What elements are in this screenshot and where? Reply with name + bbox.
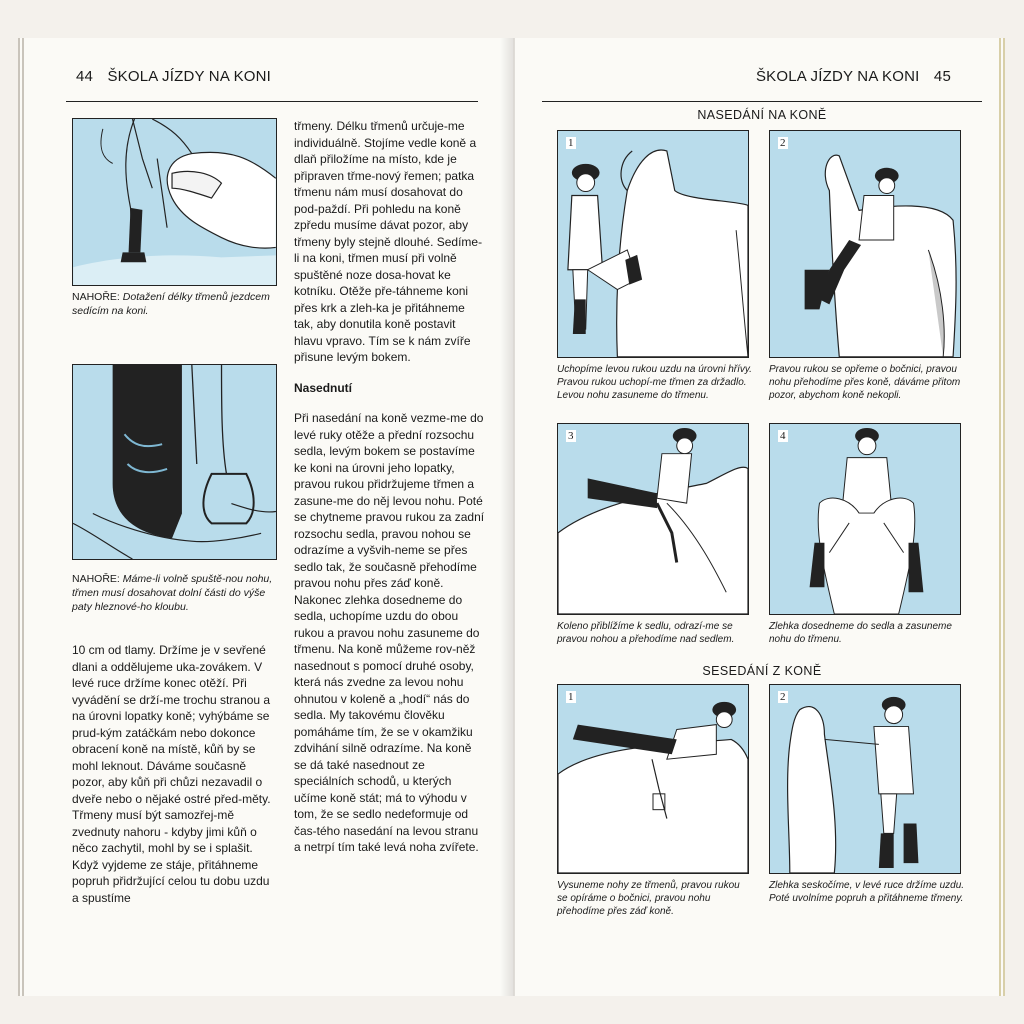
caption-mount-step-2: Pravou rukou se opřeme o bočnici, pravou nohu přehodíme přes koně, dáváme přitom pozor, abychom koně nekopli. bbox=[769, 364, 961, 401]
step-number: 2 bbox=[780, 137, 786, 149]
section-title-dismount: SESEDÁNÍ Z KONĚ bbox=[702, 664, 822, 678]
caption-mount-step-3: Koleno přiblížíme k sedlu, odrazí-me se pravou nohou a přehodíme nad sedlem. bbox=[557, 621, 735, 645]
caption-text: Máme-li volně spuště-nou nohu, třmen musí dosahovat dolní části do výše paty hleznové-ho kloubu. bbox=[72, 573, 273, 613]
mount-step-1-drawing bbox=[558, 131, 748, 357]
illustration-dismount-step-2 bbox=[769, 684, 961, 874]
step-number: 1 bbox=[568, 137, 574, 149]
illustration-mount-step-1 bbox=[557, 130, 749, 358]
dismount-step-2-drawing bbox=[770, 685, 960, 873]
running-title-left: ŠKOLA JÍZDY NA KONI bbox=[107, 68, 272, 85]
mount-step-3-drawing bbox=[558, 424, 748, 614]
page-number-left: 44 bbox=[76, 68, 94, 85]
caption-text: Dotažení délky třmenů jezdcem sedícím na koni. bbox=[72, 291, 270, 317]
dismount-step-1-drawing bbox=[558, 685, 748, 873]
illustration-dismount-step-1 bbox=[557, 684, 749, 874]
step-number: 1 bbox=[568, 691, 574, 703]
paragraph-stirrups: třmeny. Délku třmenů určuje-me individuálně. Stojíme vedle koně a dlaň přiložíme na místo, kde je připraven třme-nový řemen; patka třmenu nám musí dosahovat do pod-paždí. Při pohledu na koně zpředu musíme dávat pozor, aby třmeny byly stejně dlouhé. Sedíme-li na koni, třmen musí při volně spuštěné noze dosa-hovat ke kotníku. Otěže pře-táhneme koni přes krk a zleh-ka je přitáhneme tak, aby donutila koně postavit hlavu vpravo. Tím se k nám zvíře přisune levým bokem. bbox=[294, 119, 483, 364]
caption-mount-step-1: Uchopíme levou rukou uzdu na úrovni hřívy. Pravou rukou uchopí-me třmen za držadlo. Levou nohu zasuneme do třmenu. bbox=[557, 364, 752, 401]
caption-label: NAHOŘE: bbox=[72, 573, 120, 585]
step-number: 4 bbox=[780, 430, 786, 442]
mount-step-4-drawing bbox=[770, 424, 960, 614]
caption-stirrup-adjust bbox=[72, 290, 282, 318]
subheading-nasednuti: Nasednutí bbox=[294, 380, 353, 395]
right-column-text bbox=[294, 118, 486, 870]
running-title-right: ŠKOLA JÍZDY NA KONI bbox=[755, 68, 920, 85]
illustration-stirrup-adjust bbox=[72, 118, 277, 286]
running-head-left bbox=[66, 68, 271, 85]
mount-step-2-drawing bbox=[770, 131, 960, 357]
step-number: 3 bbox=[568, 430, 574, 442]
boot-in-stirrup-drawing bbox=[73, 365, 276, 559]
right-page bbox=[515, 38, 1005, 996]
caption-boot-stirrup bbox=[72, 572, 282, 614]
illustration-mount-step-3 bbox=[557, 423, 749, 615]
illustration-boot-stirrup bbox=[72, 364, 277, 560]
rider-adjusting-stirrup-drawing bbox=[73, 119, 276, 285]
illustration-mount-step-2 bbox=[769, 130, 961, 358]
section-title-mount: NASEDÁNÍ NA KONĚ bbox=[697, 108, 827, 122]
header-rule-left bbox=[66, 101, 478, 102]
page-number-right: 45 bbox=[933, 68, 951, 85]
caption-label: NAHOŘE: bbox=[72, 291, 120, 303]
paragraph-mounting: Při nasedání na koně vezme-me do levé ruky otěže a přední rozsochu sedla, levým bokem se postavíme ke koni na úrovni jeho lopatky, pravou rukou přidržujeme třmen a zasune-me do něj levou nohu. Poté se chytneme pravou rukou za zadní rozsochu sedla, pravou nohou se odrazíme a vyšvih-neme se přes sedlo tak, že současně přehodíme pravou nohu přes záď koně. Nakonec zlehka dosedneme do sedla, uchopíme uzdu do obou rukou a pravou nohu zasuneme do třmenu. Na koně můžeme rov-něž nasednout s pomocí druhé osoby, která nás zvedne za levou nohu ohnutou v koleně a „hodí“ nás do sedla. My takovému člověku pomáháme tím, že se v okamžiku zdvihání silně odrazíme. Na koně se dá také nasednout ze speciálních schodů, u kterých učíme koně stát; má to výhodu v tom, že se sedlo nedeformuje od čas-tého nasedání na levou stranu a netrpí tím také levá noha zvířete. bbox=[294, 411, 485, 854]
left-column-lower-text bbox=[72, 642, 277, 920]
left-page bbox=[18, 38, 513, 996]
step-number: 2 bbox=[780, 691, 786, 703]
caption-dismount-step-2: Zlehka seskočíme, v levé ruce držíme uzdu. Poté uvolníme popruh a přitáhneme třmeny. bbox=[769, 880, 965, 904]
caption-mount-step-4: Zlehka dosedneme do sedla a zasuneme nohu do třmenu. bbox=[769, 621, 952, 645]
running-head-right bbox=[756, 68, 961, 85]
paragraph: 10 cm od tlamy. Držíme je v sevřené dlani a oddělujeme uka-zovákem. V levé ruce držíme konec otěží. Při vyvádění se drží-me trochu stranou a na úrovni lopatky koně; vyhýbáme se prud-kým zatáčkám nebo dokonce obracení koně na místě, kůň by se mohl leknout. Dáváme současně pozor, aby kůň při chůzi nezavadil o dveře nebo o nějaké ostré před-měty. Třmeny musí být samozřej-mě zvednuty nahoru - kdyby jimi kůň o něco zachytil, mohl by se i splašit. Když vyjdeme ze stáje, přitáhneme popruh přidržující celou tu dobu uzdu a spustíme bbox=[72, 643, 271, 905]
caption-dismount-step-1: Vysuneme nohy ze třmenů, pravou rukou se opíráme o bočnici, pravou nohu přehodíme přes záď koně. bbox=[557, 880, 740, 917]
header-rule-right bbox=[542, 101, 982, 102]
illustration-mount-step-4 bbox=[769, 423, 961, 615]
